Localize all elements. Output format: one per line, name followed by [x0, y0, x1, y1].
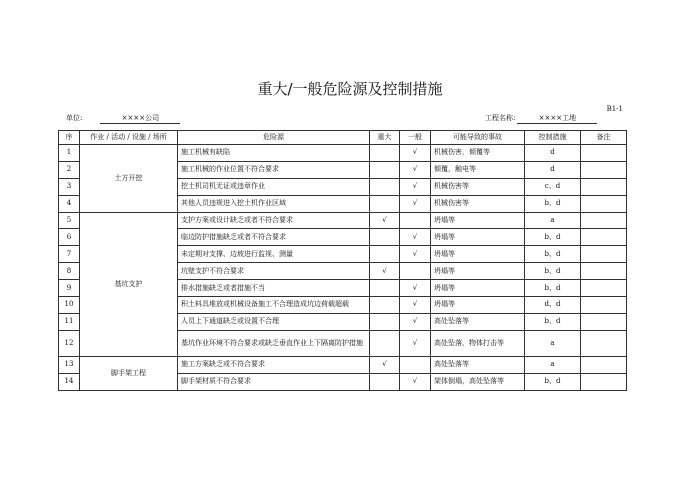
accident-cell: 高处坠落等 [431, 313, 525, 330]
row-number: 6 [59, 229, 80, 246]
control-cell: d [525, 145, 581, 162]
major-mark [370, 229, 400, 246]
major-mark [370, 246, 400, 263]
row-number: 3 [59, 178, 80, 195]
major-mark [370, 195, 400, 212]
accident-cell: 倾覆，触电等 [431, 161, 525, 178]
general-mark: √ [400, 195, 431, 212]
accident-cell: 高处坠落，物体打击等 [431, 330, 525, 356]
row-number: 4 [59, 195, 80, 212]
table-row [59, 356, 627, 373]
remark-cell [581, 263, 627, 280]
project-label: 工程名称: [485, 114, 516, 122]
table-row [59, 145, 627, 162]
remark-cell [581, 297, 627, 314]
control-cell: d、d [525, 297, 581, 314]
major-mark [370, 330, 400, 356]
control-cell: b、d [525, 229, 581, 246]
row-number: 8 [59, 263, 80, 280]
general-mark: √ [400, 145, 431, 162]
remark-cell [581, 161, 627, 178]
hazard-cell: 人员上下通道缺乏或设置不合理 [178, 313, 370, 330]
general-mark: √ [400, 229, 431, 246]
remark-cell [581, 145, 627, 162]
hazard-cell: 临边防护措施缺乏或者不符合要求 [178, 229, 370, 246]
control-cell: b、d [525, 246, 581, 263]
header-no: 序 [59, 131, 80, 145]
row-number: 7 [59, 246, 80, 263]
hazard-cell: 排水措施缺乏或者措施不当 [178, 280, 370, 297]
hazard-cell: 坑壁支护不符合要求 [178, 263, 370, 280]
major-mark: √ [370, 212, 400, 229]
hazard-cell: 积土料具堆放或机械设备施工不合理造成坑边荷载超载 [178, 297, 370, 314]
general-mark: √ [400, 330, 431, 356]
activity-group: 土方开挖 [80, 145, 178, 213]
accident-cell: 机械伤害等 [431, 178, 525, 195]
remark-cell [581, 330, 627, 356]
hazard-cell: 施工机械有缺陷 [178, 145, 370, 162]
hazard-cell: 其他人员违规进入挖土机作业区域 [178, 195, 370, 212]
form-code: B1-1 [606, 105, 623, 113]
remark-cell [581, 280, 627, 297]
general-mark: √ [400, 280, 431, 297]
control-cell: b、d [525, 263, 581, 280]
unit-value: ××××公司 [100, 113, 180, 124]
header-row [59, 131, 627, 145]
major-mark [370, 161, 400, 178]
page-title: 重大/一般危险源及控制措施 [257, 80, 443, 98]
accident-cell: 架体倒塌，高处坠落等 [431, 373, 525, 390]
control-cell: b、d [525, 280, 581, 297]
hazard-table [58, 130, 627, 391]
accident-cell: 坍塌等 [431, 229, 525, 246]
header-hazard: 危险源 [178, 131, 370, 145]
control-cell: a [525, 330, 581, 356]
general-mark: √ [400, 161, 431, 178]
row-number: 9 [59, 280, 80, 297]
activity-group: 脚手架工程 [80, 356, 178, 390]
remark-cell [581, 373, 627, 390]
activity-group: 基坑支护 [80, 212, 178, 356]
major-mark: √ [370, 263, 400, 280]
header-major: 重大 [370, 131, 400, 145]
control-cell: d [525, 161, 581, 178]
general-mark: √ [400, 373, 431, 390]
control-cell: a [525, 356, 581, 373]
unit-field [66, 113, 180, 124]
row-number: 2 [59, 161, 80, 178]
remark-cell [581, 178, 627, 195]
hazard-cell: 施工方案缺乏或不符合要求 [178, 356, 370, 373]
control-cell: a [525, 212, 581, 229]
project-field [485, 113, 597, 124]
major-mark [370, 280, 400, 297]
major-mark [370, 145, 400, 162]
accident-cell: 坍塌等 [431, 297, 525, 314]
control-cell: b、d [525, 195, 581, 212]
general-mark [400, 356, 431, 373]
remark-cell [581, 229, 627, 246]
remark-cell [581, 313, 627, 330]
hazard-cell: 未定期对支撑、边坡进行监视、测量 [178, 246, 370, 263]
hazard-cell: 基坑作业环境不符合要求或缺乏垂直作业上下隔离防护措施 [178, 330, 370, 356]
header-accident: 可能导致的事故 [431, 131, 525, 145]
general-mark: √ [400, 297, 431, 314]
header-activity: 作业 / 活动 / 设施 / 场所 [80, 131, 178, 145]
general-mark [400, 212, 431, 229]
row-number: 5 [59, 212, 80, 229]
accident-cell: 机械伤害，倾覆等 [431, 145, 525, 162]
row-number: 1 [59, 145, 80, 162]
general-mark: √ [400, 313, 431, 330]
major-mark [370, 297, 400, 314]
remark-cell [581, 246, 627, 263]
row-number: 14 [59, 373, 80, 390]
header-general: 一般 [400, 131, 431, 145]
hazard-cell: 施工机械的作业位置不符合要求 [178, 161, 370, 178]
header-remark: 备注 [581, 131, 627, 145]
project-value: ××××工地 [517, 113, 597, 124]
remark-cell [581, 212, 627, 229]
major-mark [370, 313, 400, 330]
remark-cell [581, 195, 627, 212]
major-mark [370, 373, 400, 390]
hazard-cell: 脚手架材质不符合要求 [178, 373, 370, 390]
unit-label: 单位: [66, 114, 83, 122]
remark-cell [581, 356, 627, 373]
major-mark: √ [370, 356, 400, 373]
row-number: 10 [59, 297, 80, 314]
general-mark: √ [400, 178, 431, 195]
accident-cell: 坍塌等 [431, 263, 525, 280]
major-mark [370, 178, 400, 195]
control-cell: b、d [525, 313, 581, 330]
accident-cell: 坍塌等 [431, 212, 525, 229]
hazard-cell: 挖土机司机无证或违章作业 [178, 178, 370, 195]
accident-cell: 坍塌等 [431, 246, 525, 263]
general-mark [400, 263, 431, 280]
header-control: 控制措施 [525, 131, 581, 145]
row-number: 13 [59, 356, 80, 373]
row-number: 11 [59, 313, 80, 330]
control-cell: b、d [525, 373, 581, 390]
control-cell: c、d [525, 178, 581, 195]
accident-cell: 高处坠落等 [431, 356, 525, 373]
general-mark: √ [400, 246, 431, 263]
hazard-cell: 支护方案或设计缺乏或者不符合要求 [178, 212, 370, 229]
row-number: 12 [59, 330, 80, 356]
table-row [59, 212, 627, 229]
accident-cell: 机械伤害等 [431, 195, 525, 212]
accident-cell: 坍塌等 [431, 280, 525, 297]
